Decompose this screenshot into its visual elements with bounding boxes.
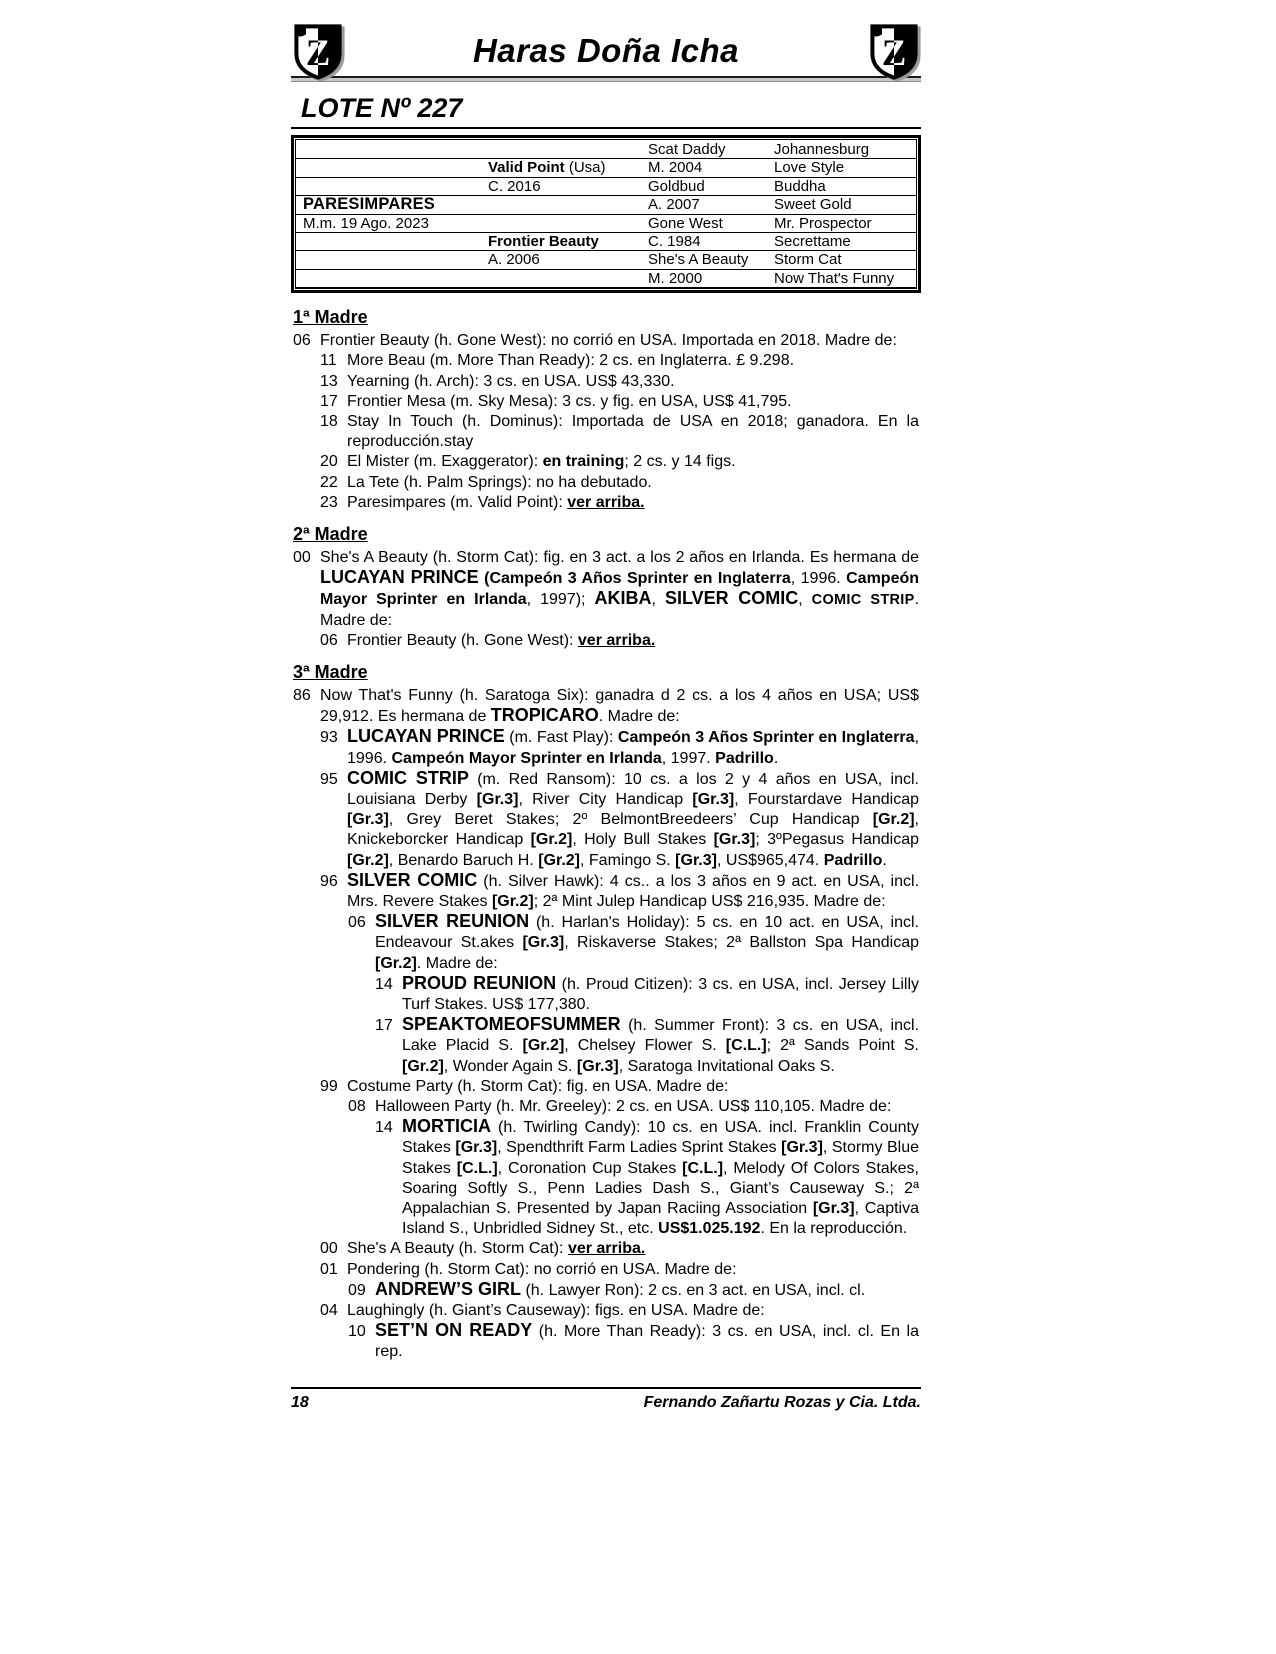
text-run: El Mister (m. Exaggerator): — [347, 453, 543, 471]
pedigree-cell — [296, 141, 488, 158]
page-header — [291, 24, 921, 80]
foaling-year: 22 — [320, 473, 338, 491]
text-run: [C.L.] — [456, 1159, 498, 1177]
pedigree-cell — [296, 233, 488, 250]
text-run: , Captiva Island S., Unbridled Sidney St., etc. — [402, 1200, 920, 1238]
text-run: Frontier Beauty (h. Gone West): — [347, 631, 578, 649]
text-run: , Wonder Again S. — [443, 1057, 577, 1075]
text-run: [Gr.2] — [530, 831, 573, 849]
foaling-year: 95 — [320, 770, 338, 788]
pedigree-row — [296, 159, 916, 177]
text-run: Johannesburg — [774, 141, 870, 158]
pedigree-cell — [774, 251, 916, 268]
text-run: Laughingly (h. Giant’s Causeway): figs. en USA. Madre de: — [347, 1302, 765, 1320]
pedigree-cell — [774, 196, 916, 213]
pedigree-cell — [648, 196, 774, 213]
pedigree-cell — [488, 159, 648, 176]
text-run: , Melody Of Colors Stakes, Soaring Softly S., Penn Ladies Dash S., Giant’s Causeway S.; 2ª Appalachian S. Presented by Japan Raciing Association — [402, 1159, 920, 1218]
text-run: Scat Daddy — [648, 141, 726, 158]
pedigree-row — [296, 141, 916, 159]
pedigree-entry — [291, 1239, 919, 1259]
text-run: [Gr.2] — [491, 893, 534, 910]
pedigree-entry — [291, 871, 919, 912]
pedigree-entry — [291, 1260, 919, 1280]
text-run: PROUD REUNION — [402, 972, 557, 993]
foaling-year: 14 — [375, 975, 393, 993]
pedigree-entry — [291, 392, 919, 412]
pedigree-entry — [291, 974, 919, 1015]
text-run: M.m. 19 Ago. 2023 — [303, 214, 429, 232]
pedigree-entry — [291, 1280, 919, 1301]
pedigree-cell — [648, 270, 774, 287]
pedigree-row — [296, 251, 916, 269]
text-run: , Saratoga Invitational Oaks S. — [618, 1057, 835, 1075]
pedigree-cell — [648, 159, 774, 176]
text-run: . En la reproducción. — [760, 1220, 908, 1238]
pedigree-entry — [291, 452, 919, 472]
text-run: LUCAYAN PRINCE — [320, 567, 479, 588]
text-run: [Gr.3] — [576, 1057, 619, 1075]
text-run: [Gr.2] — [872, 811, 915, 829]
foaling-year: 06 — [293, 332, 311, 350]
text-run: [Gr.3] — [675, 851, 717, 869]
pedigree-cell — [648, 141, 774, 158]
text-run: , — [651, 591, 665, 609]
pedigree-entry — [291, 912, 919, 974]
pedigree-cell — [296, 251, 488, 268]
foaling-year: 13 — [320, 372, 338, 390]
pedigree-table — [291, 135, 921, 293]
text-run: Frontier Beauty — [488, 232, 599, 250]
text-run: , 1997); — [526, 591, 595, 609]
pedigree-entry — [291, 1015, 919, 1077]
pedigree-cell — [774, 215, 916, 232]
text-run: (m. Fast Play): — [504, 729, 618, 747]
text-run: Frontier Mesa (m. Sky Mesa): 3 cs. y fig. en USA, US$ 41,795. — [347, 392, 792, 410]
pedigree-cell — [774, 178, 916, 195]
pedigree-cell — [296, 178, 488, 195]
text-run: (h. More Than Ready): 3 cs. en USA, incl. cl. En la rep. — [375, 1323, 919, 1361]
madre-section-heading: 3ª Madre — [293, 661, 368, 682]
foaling-year: 93 — [320, 729, 338, 747]
pedigree-cell — [774, 141, 916, 158]
text-run: , Coronation Cup Stakes — [497, 1159, 683, 1177]
text-run: [Gr.2] — [375, 954, 417, 972]
text-run: (h. Twirling Candy): 10 cs. en USA. incl. Franklin County Stakes — [402, 1119, 919, 1157]
pedigree-cell — [648, 251, 774, 268]
text-run: , 1996. — [347, 729, 920, 767]
header-rule — [291, 76, 921, 82]
pedigree-entry — [291, 1117, 919, 1239]
text-run: Frontier Beauty (h. Gone West): no corrió en USA. Importada en 2018. Madre de: — [320, 332, 897, 350]
page-footer — [291, 1387, 921, 1412]
text-run: Now That's Funny — [774, 269, 895, 287]
text-run: (h. Summer Front): 3 cs. en USA, incl. Lake Placid S. — [402, 1017, 919, 1055]
text-run: Costume Party (h. Storm Cat): fig. en USA. Madre de: — [347, 1077, 729, 1095]
text-run: ver arriba. — [577, 631, 656, 649]
text-run: Paresimpares (m. Valid Point): — [347, 493, 568, 511]
text-run: LUCAYAN PRINCE — [347, 726, 505, 747]
text-run: , Holy Bull Stakes — [572, 831, 714, 849]
text-run: [Gr.2] — [347, 851, 389, 869]
text-run: [Gr.3] — [692, 790, 735, 808]
pedigree-entry — [291, 1077, 919, 1097]
text-run: [C.L.] — [725, 1037, 767, 1055]
text-run: Campeón Mayor Sprinter en Irlanda — [320, 570, 920, 609]
text-run: Goldbud — [648, 177, 705, 195]
text-run: [Gr.3] — [781, 1139, 823, 1157]
text-run: , Famingo S. — [580, 851, 676, 869]
page-number: 18 — [291, 1393, 309, 1411]
text-run: , Knickeborcker Handicap — [347, 811, 919, 849]
text-run: . Madre de: — [416, 954, 498, 972]
pedigree-row — [296, 178, 916, 196]
text-run: AKIBA — [594, 588, 652, 609]
text-run: . — [882, 851, 887, 869]
text-run: SILVER COMIC — [664, 588, 799, 609]
text-run: ; 2ª Sands Point S. — [766, 1037, 919, 1055]
text-run: [C.L.] — [682, 1159, 724, 1177]
text-run: Yearning (h. Arch): 3 cs. en USA. US$ 43,330. — [347, 372, 675, 390]
text-run: Secrettame — [774, 232, 851, 250]
foaling-year: 08 — [348, 1098, 366, 1116]
foaling-year: 11 — [320, 352, 337, 370]
pedigree-cell — [648, 215, 774, 232]
pedigree-cell — [488, 178, 648, 195]
text-run: Sweet Gold — [774, 196, 852, 214]
pedigree-entry — [291, 493, 919, 513]
text-run: (m. Red Ransom): 10 cs. a los 2 y 4 años en USA, incl. Louisiana Derby — [347, 770, 919, 808]
text-run: ver arriba. — [567, 493, 645, 511]
pedigree-entry — [291, 631, 919, 651]
text-run: , Spendthrift Farm Ladies Sprint Stakes — [497, 1139, 782, 1157]
text-run: . — [773, 749, 779, 767]
pedigree-entry — [291, 331, 919, 351]
pedigree-row — [296, 233, 916, 251]
foaling-year: 01 — [320, 1260, 338, 1278]
text-run: Buddha — [774, 177, 826, 195]
foaling-year: 18 — [320, 412, 338, 430]
text-run: More Beau (m. More Than Ready): 2 cs. en Inglaterra. £ 9.298. — [347, 352, 795, 370]
text-run: US$1.025.192 — [658, 1220, 761, 1238]
text-run: MORTICIA — [402, 1116, 491, 1137]
text-run: Halloween Party (h. Mr. Greeley): 2 cs. en USA. US$ 110,105. Madre de: — [375, 1098, 892, 1116]
lot-number-heading: LOTE Nº 227 — [301, 93, 463, 123]
pedigree-cell — [488, 233, 648, 250]
pedigree-cell — [774, 270, 916, 287]
text-run: ver arriba. — [567, 1240, 646, 1258]
text-run: , Benardo Baruch H. — [388, 851, 539, 869]
text-run: , — [798, 591, 812, 609]
foaling-year: 17 — [375, 1017, 393, 1035]
madre-section-heading: 2ª Madre — [293, 523, 368, 544]
text-run: La Tete (h. Palm Springs): no ha debutado. — [347, 473, 652, 491]
text-run: SPEAKTOMEOFSUMMER — [402, 1014, 621, 1035]
text-run: ; 2ª Mint Julep Handicap US$ 216,935. Madre de: — [533, 893, 886, 910]
foaling-year: 10 — [348, 1323, 366, 1341]
text-run: . Madre de: — [598, 708, 680, 726]
pedigree-cell — [296, 196, 488, 213]
text-run: [Gr.3] — [455, 1139, 498, 1157]
pedigree-cell — [488, 196, 648, 213]
pedigree-cell — [488, 215, 648, 232]
text-run: Padrillo — [715, 749, 774, 767]
pedigree-entry — [291, 727, 919, 768]
pedigree-entry — [291, 769, 919, 871]
text-run: She's A Beauty (h. Storm Cat): fig. en 3 act. a los 2 años en Irlanda. Es hermana de — [320, 548, 919, 566]
text-run: , Riskaverse Stakes; 2ª Ballston Spa Handicap — [564, 934, 920, 952]
foaling-year: 17 — [320, 392, 338, 410]
zanartu-shield-logo-icon — [867, 24, 921, 80]
text-run: SILVER REUNION — [375, 911, 530, 932]
pedigree-entry — [291, 372, 919, 392]
text-run: Stay In Touch (h. Dominus): Importada de USA en 2018; ganadora. En la reproducción.stay — [347, 412, 919, 451]
text-run: [Gr.3] — [347, 811, 389, 829]
foaling-year: 23 — [320, 493, 338, 511]
pedigree-entry — [291, 686, 919, 727]
text-run: [Gr.2] — [402, 1057, 444, 1075]
text-run: [Gr.3] — [713, 831, 756, 849]
text-run: [Gr.2] — [538, 851, 581, 869]
text-run: ANDREW’S GIRL — [375, 1278, 521, 1299]
foaling-year: 00 — [320, 1240, 338, 1258]
text-run: Campeón Mayor Sprinter en Irlanda — [391, 749, 662, 767]
text-run: ; 2 cs. y 14 figs. — [624, 453, 736, 471]
text-run: (Usa) — [564, 159, 606, 177]
pedigree-entry — [291, 351, 919, 371]
pedigree-cell — [488, 251, 648, 268]
zanartu-shield-logo-icon — [291, 24, 345, 80]
pedigree-cell — [296, 159, 488, 176]
text-run: , Grey Beret Stakes; 2º BelmontBreedeers’ Cup Handicap — [388, 811, 873, 829]
foaling-year: 06 — [320, 631, 338, 649]
pedigree-entry — [291, 473, 919, 493]
text-run: M. 2004 — [648, 159, 703, 177]
text-run: (h. Silver Hawk): 4 cs.. a los 3 años en 9 act. en USA, incl. Mrs. Revere Stakes — [347, 872, 920, 910]
pedigree-cell — [488, 270, 648, 287]
pedigree-entry — [291, 412, 919, 452]
pedigree-cell — [774, 159, 916, 176]
text-run: Gone West — [648, 214, 723, 232]
text-run: , River City Handicap — [518, 790, 693, 808]
text-run: She's A Beauty — [648, 251, 749, 269]
foaling-year: 99 — [320, 1077, 338, 1095]
madre-section-heading: 1ª Madre — [293, 307, 368, 328]
text-run: Campeón 3 Años Sprinter en Inglaterra — [617, 729, 915, 747]
pedigree-cell — [488, 141, 648, 158]
foaling-year: 00 — [293, 548, 311, 566]
text-run: (h. Lawyer Ron): 2 cs. en 3 act. en USA, incl. cl. — [521, 1281, 866, 1299]
pedigree-entry — [291, 548, 919, 631]
text-run: [Gr.3] — [476, 790, 519, 808]
text-run: A. 2007 — [648, 196, 700, 214]
pedigree-entry — [291, 1097, 919, 1117]
pedigree-row — [296, 215, 916, 233]
foaling-year: 20 — [320, 453, 338, 471]
text-run: M. 2000 — [648, 269, 703, 287]
pedigree-entry — [291, 1321, 919, 1362]
pedigree-cell — [648, 178, 774, 195]
text-run: C. 2016 — [488, 177, 541, 195]
pedigree-entry — [291, 1301, 919, 1321]
haras-title: Haras Doña Icha — [472, 32, 740, 69]
text-run: Love Style — [774, 159, 845, 177]
text-run: en training — [542, 453, 625, 471]
text-run: , Fourstardave Handicap — [734, 790, 919, 808]
text-run: A. 2006 — [488, 251, 540, 269]
pedigree-row — [296, 270, 916, 288]
text-run: C. 1984 — [648, 232, 701, 250]
text-run: COMIC STRIP — [347, 767, 469, 788]
pedigree-cell — [296, 270, 488, 287]
foaling-year: 86 — [293, 686, 311, 704]
text-run: , 1997. — [661, 749, 716, 767]
foaling-year: 06 — [348, 914, 366, 932]
text-run: Storm Cat — [774, 251, 842, 269]
lot-rule — [291, 127, 921, 129]
text-run: Padrillo — [823, 851, 883, 869]
foaling-year: 96 — [320, 872, 338, 890]
text-run: Pondering (h. Storm Cat): no corrió en USA. Madre de: — [347, 1260, 737, 1278]
text-run: PARESIMPARES — [303, 196, 435, 214]
text-run: [Gr.3] — [522, 934, 565, 952]
text-run: SILVER COMIC — [347, 869, 478, 890]
text-run: (h. Harlan's Holiday): 5 cs. en 10 act. en USA, incl. Endeavour St.akes — [375, 914, 919, 952]
text-run: TROPICARO — [490, 705, 599, 726]
text-run: , 1996. — [790, 570, 847, 588]
foaling-year: 04 — [320, 1302, 338, 1320]
pedigree-cell — [774, 233, 916, 250]
text-run: Now That's Funny (h. Saratoga Six): ganadra d 2 cs. a los 4 años en USA; US$ 29,912. Es hermana de — [320, 686, 919, 726]
text-run: , US$965,474. — [716, 851, 824, 869]
text-run: , Chelsey Flower S. — [564, 1037, 726, 1055]
text-run: , Stormy Blue Stakes — [402, 1139, 920, 1177]
pedigree-cell — [296, 215, 488, 232]
foaling-year: 09 — [348, 1281, 366, 1299]
text-run: . Madre de: — [320, 591, 920, 629]
pedigree-notes — [291, 307, 921, 1363]
pedigree-row — [296, 196, 916, 214]
text-run: SET’N ON READY — [375, 1320, 533, 1341]
text-run: She's A Beauty (h. Storm Cat): — [347, 1240, 568, 1258]
text-run: (Campeón 3 Años Sprinter en Inglaterra — [484, 570, 791, 588]
text-run: [Gr.3] — [812, 1200, 855, 1218]
text-run: Mr. Prospector — [774, 214, 872, 232]
text-run: Valid Point — [488, 159, 565, 177]
text-run: ; 3ºPegasus Handicap — [755, 831, 919, 849]
page-content — [291, 24, 921, 1412]
text-run: [Gr.2] — [522, 1037, 565, 1055]
pedigree-cell — [648, 233, 774, 250]
foaling-year: 14 — [375, 1119, 393, 1137]
text-run: (h. Proud Citizen): 3 cs. en USA, incl. Jersey Lilly Turf Stakes. US$ 177,380. — [402, 975, 919, 1014]
company-name: Fernando Zañartu Rozas y Cia. Ltda. — [643, 1393, 921, 1411]
pedigree-table-body — [295, 139, 917, 289]
text-run: COMIC STRIP — [811, 592, 915, 609]
